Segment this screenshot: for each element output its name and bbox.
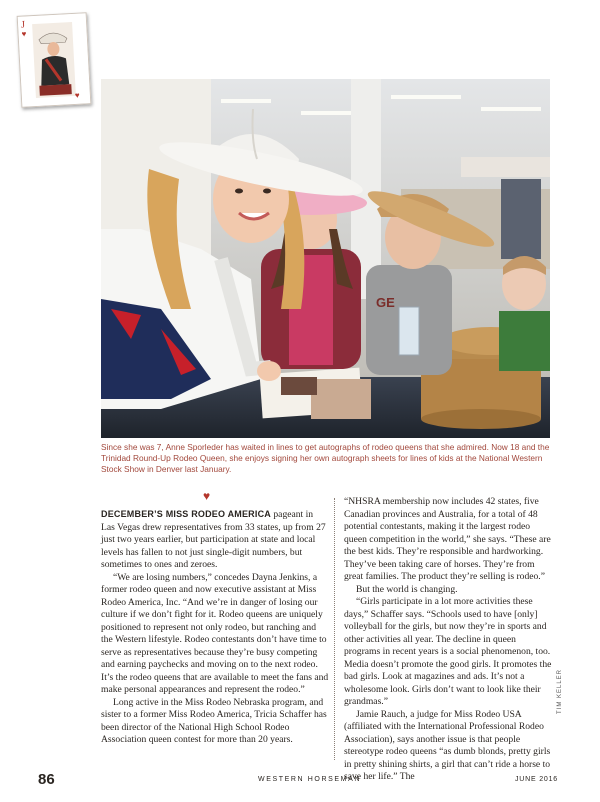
article-paragraph: DECEMBER’S MISS RODEO AMERICA pageant in Las Vegas drew representatives from 33 states, up from 27 just two years earlier, but participation at state and local levels has fallen to not just single-digit numbers, but sometimes to ones and zeroes. xyxy=(101,509,326,570)
svg-text:♥: ♥ xyxy=(21,29,27,39)
svg-text:GE: GE xyxy=(376,295,395,310)
magazine-name: WESTERN HORSEMAN xyxy=(258,776,361,783)
article-column-1 xyxy=(101,508,329,747)
svg-text:♥: ♥ xyxy=(74,90,80,100)
article-paragraph: But the world is changing. xyxy=(356,583,458,595)
svg-text:J: J xyxy=(20,19,26,31)
article-paragraph: Jamie Rauch, a judge for Miss Rodeo USA (affiliated with the International Professional Rodeo Association), says another issue is that people stereotype rodeo queens “as dumb blonds, pretty girls in pretty shining shirts, a girl that can’t ride a horse to save her life.” The xyxy=(344,708,551,782)
article-paragraph: “Girls participate in a lot more activities these days,” Schaffer says. “Schools used to have [only] volleyball for the girls, but now they’re in sports and other activities all year. The decline in queen programs in recent years is a social phenomenon, too. Media doesn’t promote the good girls. It promotes the bad girls. Look at magazines and ads. It’s not a wholesome look. Girls don’t want to look like their grandmas.” xyxy=(344,596,552,707)
page-number: 86 xyxy=(38,771,55,788)
column-divider xyxy=(334,498,335,760)
issue-date: JUNE 2016 xyxy=(515,776,558,783)
photo-caption: Since she was 7, Anne Sporleder has waited in lines to get autographs of rodeo queens that she admired. Now 18 and the Trinidad Round-Up Rodeo Queen, she enjoys signing her own autograph sheets for lines of kids at the National Western Stock Show in Denver last January. xyxy=(101,442,550,474)
article-paragraph: Long active in the Miss Rodeo Nebraska program, and sister to a former Miss Rodeo America, Tricia Schaffer has been director of the National High School Rodeo Association queen contest for more than 20 years. xyxy=(101,696,327,745)
article-paragraph: “NHSRA membership now includes 42 states, five Canadian provinces and Australia, for a total of 48 potential contestants, making it the largest rodeo queen competition in the world,” she says. “These are the best kids. They’re responsible and hardworking. They’ve been taking care of horses. They’re from great families. The product they’re selling is rodeo.” xyxy=(344,496,551,582)
article-paragraph: “We are losing numbers,” concedes Dayna Jenkins, a former rodeo queen and now executive assistant at Miss Rodeo America, Inc. “And we’re in danger of losing our culture if we don’t fight for it. Rodeo queens are uniquely positioned to represent not only rodeo, but ranching and the Western lifestyle. Rodeo contestants don’t have time to serve as representatives because they’re busy competing and earning paychecks and moving on to the next rodeo. It’s the rodeo queens that are available to meet the fans and make personal appearances and represent the rodeo.” xyxy=(101,571,329,695)
article-column-2 xyxy=(344,496,554,784)
rodeo-queen-photo xyxy=(101,79,550,438)
heart-icon: ♥ xyxy=(203,489,211,503)
photo-credit: TIM KELLER xyxy=(557,668,563,714)
article-lead: DECEMBER’S MISS RODEO AMERICA xyxy=(101,509,271,519)
playing-card-icon xyxy=(17,12,92,108)
